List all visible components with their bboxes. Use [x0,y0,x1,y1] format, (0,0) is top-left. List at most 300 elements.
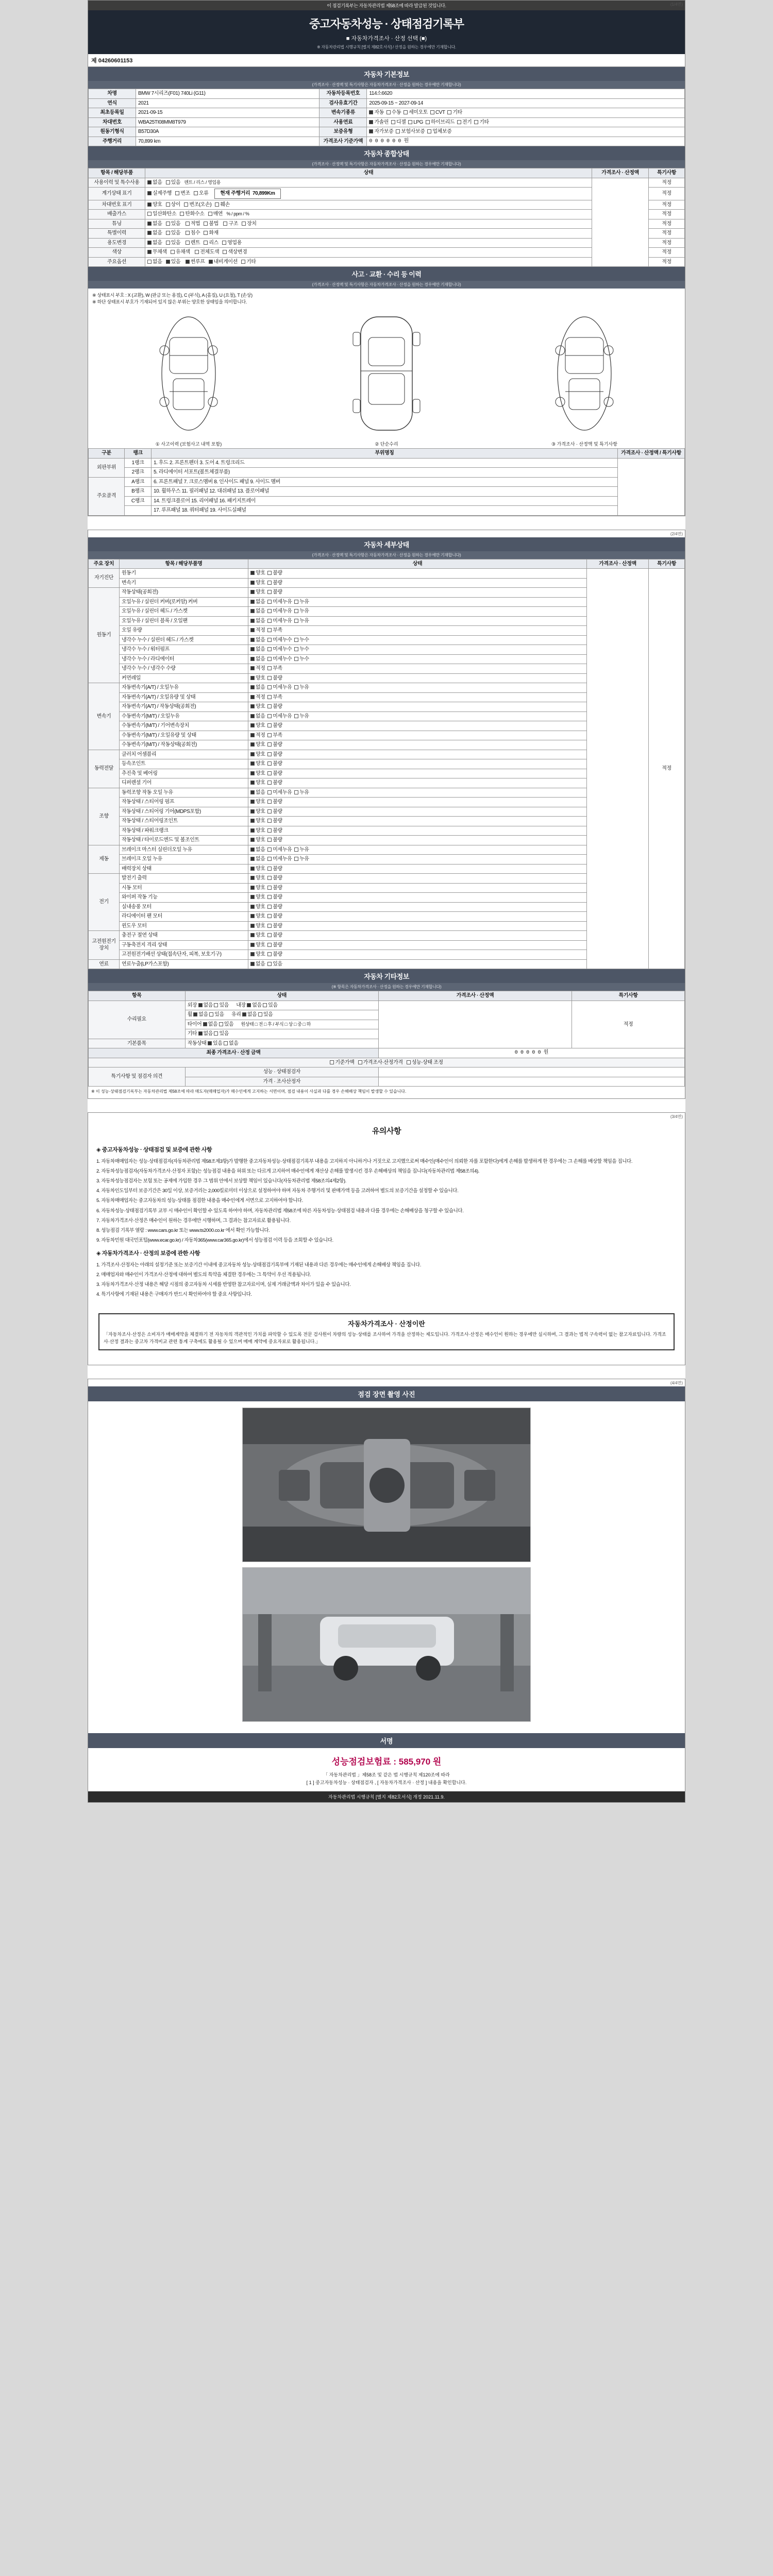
detail-part-name: 충전구 절연 상태 [120,931,248,941]
col-head-etc-item: 항목 [89,991,186,1001]
detail-opt-label: 없음 [256,846,265,853]
checkbox-1-8-0[interactable] [250,666,255,670]
checkbox-2-2-1[interactable] [267,704,272,708]
checkbox-6-5-0[interactable] [250,924,255,928]
checkbox-glass-none[interactable] [242,1012,246,1016]
checkbox-4-5-1[interactable] [267,838,272,842]
checkbox-6-5-1[interactable] [267,924,272,928]
checkbox-1-4-0[interactable] [250,628,255,632]
detail-opt-label: 부족 [273,628,282,633]
checkbox-7-1-1[interactable] [267,943,272,947]
detail-part-state [248,702,587,712]
checkbox-odo-error[interactable] [194,191,198,195]
checkbox-option-none[interactable] [147,260,152,264]
checkbox-option-etc[interactable] [241,260,245,264]
parts-rank-blank [125,506,152,516]
checkbox-special-fire[interactable] [204,231,208,235]
checkbox-tire-none[interactable] [203,1022,207,1026]
detail-opt-label: 불량 [273,761,282,767]
detail-part-state [248,855,587,865]
sheet2-footnote: ※ 이 성능·상태점검기록부는 자동차관리법 제58조에 따라 매도자(매매업자)가 매수인에게 고지하는 서면이며, 점검 내용이 사실과 다를 경우 손해배상 책임이 발생할 수 있습니다. [91,1089,407,1094]
checkbox-interior-none[interactable] [247,1003,251,1007]
overall-remark-5: 적정 [649,229,685,239]
detail-part-name: 자동변속기(A/T) / 작동상태(공회전) [120,702,248,712]
checkbox-exterior-yes[interactable] [214,1003,218,1007]
checkbox-4-4-1[interactable] [267,828,272,833]
signature-footnote-2: [ 1 ] 중고자동차성능 · 상태점검자 , [ 자동차가격조사 · 산정 ] 내용을 확인합니다. [306,1780,467,1785]
checkbox-1-0-0[interactable] [250,590,255,594]
detail-part-name: 오일누유 / 실린더 커버(로커암) 커버 [120,597,248,607]
total-opt-2: 성능·상태 조정 [411,1059,443,1065]
checkbox-8-0-1[interactable] [267,962,272,966]
checkbox-fuel-lpg[interactable] [408,120,412,124]
checkbox-tuning-device[interactable] [242,222,246,226]
checkbox-1-2-1[interactable] [267,609,272,613]
emission-units: % / ppm / % [226,211,249,216]
detail-part-state [248,798,587,807]
checkbox-special-yes[interactable] [166,231,170,235]
checkbox-2-0-0[interactable] [250,685,255,689]
col-head-item: 항목 / 해당부품 [89,168,145,178]
checkbox-option-navigation[interactable] [209,260,213,264]
checkbox-3-0-1[interactable] [267,752,272,756]
checkbox-1-7-0[interactable] [250,657,255,661]
checkbox-1-5-2[interactable] [294,638,298,642]
opt-fuel-5: 기타 [479,119,489,125]
checkbox-other-none[interactable] [198,1031,203,1036]
checkbox-4-3-1[interactable] [267,819,272,823]
checkbox-2-1-0[interactable] [250,695,255,699]
checkbox-change-none[interactable] [147,241,152,245]
checkbox-1-7-2[interactable] [294,657,298,661]
etc-opt-other-1: 있음 [219,1031,229,1037]
opt-chg-1: 있음 [171,240,181,246]
checkbox-transmission-semiauto[interactable] [404,110,408,114]
etc-row-exterior [185,1001,378,1010]
opt-warr-2: 업체보증 [432,129,452,134]
checkbox-5-0-0[interactable] [250,848,255,852]
car-outline-side-right-icon [546,309,623,438]
checkbox-change-yes[interactable] [166,241,170,245]
checkbox-emission-hc[interactable] [180,212,184,216]
detail-part-name: 냉각수 누수 / 라디에이터 [120,654,248,664]
detail-part-name: 구동축전지 격리 상태 [120,940,248,950]
opt-emis-1: 탄화수소 [185,211,205,217]
checkbox-1-1-2[interactable] [294,600,298,604]
detail-part-name: 원동기 [120,569,248,579]
detail-opt-label: 미세누유 [273,846,292,853]
checkbox-5-1-0[interactable] [250,857,255,861]
detail-part-state [248,921,587,931]
checkbox-2-3-0[interactable] [250,714,255,718]
definition-box [98,1313,675,1351]
table-header-row [89,559,685,569]
checkbox-5-2-0[interactable] [250,867,255,871]
detail-opt-label: 양호 [256,894,265,900]
field-label-fuel: 사용연료 [320,117,367,127]
checkbox-6-4-0[interactable] [250,914,255,918]
checkbox-0-1-0[interactable] [250,581,255,585]
detail-opt-label: 누수 [299,656,309,662]
detail-part-state [248,635,587,645]
checkbox-5-2-1[interactable] [267,867,272,871]
detail-opt-label: 미세누유 [273,685,292,690]
checkbox-fuel-etc[interactable] [474,120,478,124]
detail-part-name: 수동변속기(M/T) / 작동상태(공회전) [120,740,248,750]
field-value-engine-type: B57D30A [136,127,320,137]
checkbox-option-yes[interactable] [166,260,170,264]
checkbox-color-chromatic[interactable] [171,250,175,254]
checkbox-4-4-0[interactable] [250,828,255,833]
checkbox-change-lease[interactable] [204,241,208,245]
detail-part-name: 오일누유 / 실린더 블록 / 오일팬 [120,616,248,626]
checkbox-1-2-0[interactable] [250,609,255,613]
checkbox-1-1-0[interactable] [250,600,255,604]
detail-opt-label: 없음 [256,656,265,662]
detail-part-state [248,721,587,731]
checkbox-interior-yes[interactable] [263,1003,267,1007]
detail-part-name: 작동상태 / 스티어링 펌프 [120,798,248,807]
checkbox-warranty-company[interactable] [427,129,431,133]
checkbox-1-1-1[interactable] [267,600,272,604]
checkbox-1-3-2[interactable] [294,619,298,623]
checkbox-0-0-1[interactable] [267,571,272,575]
checkbox-1-0-1[interactable] [267,590,272,594]
parts-price-cell [618,458,685,515]
table-row [89,506,685,516]
opt-fuel-0: 가솔린 [374,119,389,125]
checkbox-3-1-0[interactable] [250,761,255,766]
car-caption-left: ① 사고이력 (보험사고 내역 포함) [155,442,222,447]
inspection-photo-underbody [242,1408,531,1562]
top-note: 이 점검기록부는 자동차관리법 제58조에 따라 발급된 것입니다. [88,1,685,10]
table-row [89,1058,685,1067]
checkbox-7-2-0[interactable] [250,952,255,956]
checkbox-vin-good[interactable] [147,202,152,207]
photo-lift-image [243,1568,531,1722]
checkbox-1-2-2[interactable] [294,609,298,613]
notice-head-1: ◈ 중고자동차성능 · 상태점검 및 보증에 관한 사항 [96,1147,212,1153]
row-state-special-history [145,229,592,239]
etc-opt-wheel-1: 있음 [214,1012,224,1018]
checkbox-tuning-structure[interactable] [223,222,227,226]
checkbox-2-1-1[interactable] [267,695,272,699]
etc-row-other [185,1029,378,1039]
checkbox-3-3-1[interactable] [267,781,272,785]
checkbox-2-6-0[interactable] [250,742,255,747]
checkbox-8-0-0[interactable] [250,962,255,966]
checkbox-3-1-1[interactable] [267,761,272,766]
checkbox-wheel-yes[interactable] [209,1012,213,1016]
detail-opt-label: 양호 [256,580,265,586]
opt-vin-3: 훼손 [220,201,230,208]
checkbox-3-2-1[interactable] [267,771,272,775]
checkbox-odo-tampered[interactable] [175,191,179,195]
detail-part-name: 오일누유 / 실린더 헤드 / 가스켓 [120,607,248,617]
checkbox-2-2-0[interactable] [250,704,255,708]
checkbox-1-5-1[interactable] [267,638,272,642]
checkbox-option-sunroof[interactable] [186,260,190,264]
col-head-parts-price: 가격조사 · 산정액 / 특기사항 [618,449,685,459]
checkbox-tire-yes[interactable] [219,1022,223,1026]
detail-opt-label: 적정 [256,732,265,738]
device-group-4: 조향 [89,788,120,845]
checkbox-warranty-self[interactable] [369,129,373,133]
checkbox-4-0-2[interactable] [294,790,298,794]
checkbox-6-4-1[interactable] [267,914,272,918]
checkbox-6-2-1[interactable] [267,895,272,899]
opt-tune2-0: 적법 [190,221,200,227]
opt-odo-2: 오류 [198,191,209,196]
detail-part-name: 배력장치 상태 [120,864,248,874]
field-label-year: 연식 [89,98,136,108]
overall-remark-1: 적정 [649,188,685,200]
checkbox-1-6-1[interactable] [267,647,272,651]
detail-opt-label: 불량 [273,780,282,786]
field-label-base-price: 가격조사 기준가액 [320,137,367,146]
col-head-etc-state: 상태 [185,991,378,1001]
checkbox-glass-yes[interactable] [258,1012,262,1016]
checkbox-2-5-0[interactable] [250,733,255,737]
field-value-carname: BMW 7시리즈(F01) 740Li (G11) [136,89,320,99]
car-diagram-right [546,309,623,447]
checkbox-change-business[interactable] [222,241,226,245]
col-head-etc-remark: 특기사항 [572,991,685,1001]
checkbox-7-1-0[interactable] [250,943,255,947]
checkbox-tuning-illegal[interactable] [204,222,208,226]
inspection-photo-lift [242,1567,531,1722]
detail-part-state [248,864,587,874]
detail-opt-label: 불량 [273,894,282,900]
document-number-label: 제 [91,58,97,64]
checkbox-6-0-0[interactable] [250,876,255,880]
page-title-note: ※ 자동차관리법 시행규칙 [별지 제82호서식] / 산정을 원하는 경우에만 기재합니다. [317,45,456,49]
checkbox-warranty-insurer[interactable] [396,129,400,133]
opt-tune-0: 없음 [153,221,162,227]
detail-opt-label: 불량 [273,827,282,834]
checkbox-emission-co[interactable] [147,212,152,216]
etc-group-basic-items: 기본품목 [89,1039,186,1048]
checkbox-1-3-0[interactable] [250,619,255,623]
checkbox-2-5-1[interactable] [267,733,272,737]
detail-opt-label: 불량 [273,723,282,728]
checkbox-total-survey[interactable] [358,1060,362,1064]
final-price-label: 최종 가격조사 · 산정 금액 [89,1048,379,1058]
checkbox-2-4-1[interactable] [267,723,272,727]
table-row [89,127,685,137]
checkbox-transmission-manual[interactable] [386,110,391,114]
detail-opt-label: 미세누수 [273,656,292,662]
detail-opt-label: 없음 [256,856,265,862]
checkbox-tuning-none[interactable] [147,222,152,226]
checkbox-6-3-0[interactable] [250,905,255,909]
detail-opt-label: 불량 [273,818,282,824]
checkbox-1-6-2[interactable] [294,647,298,651]
etc-label-interior: 내장 [236,1002,246,1008]
etc-info-table [88,991,685,1087]
checkbox-4-1-1[interactable] [267,800,272,804]
checkbox-tuning-yes[interactable] [166,222,170,226]
detail-part-name: 수동변속기(M/T) / 오일유량 및 상태 [120,731,248,740]
field-value-transmission [367,108,685,118]
etc-label-glass: 유리 [231,1012,241,1018]
checkbox-4-0-0[interactable] [250,790,255,794]
detail-part-state [248,692,587,702]
checkbox-odo-actual[interactable] [147,191,152,195]
detail-opt-label: 불량 [273,875,282,881]
page-subtitle: ■ 자동차가격조사 · 산정 선택 (■) [346,36,427,42]
checkbox-2-0-2[interactable] [294,685,298,689]
checkbox-fuel-gasoline[interactable] [369,120,373,124]
detail-part-name: 라디에이터 팬 모터 [120,912,248,922]
checkbox-5-1-2[interactable] [294,857,298,861]
car-caption-center: ② 단순수리 [375,442,398,447]
checkbox-special-none[interactable] [147,231,152,235]
table-row [89,569,685,579]
opt-tune3-1: 장치 [247,221,257,227]
etc-label-wheel: 휠 [187,1012,192,1018]
checkbox-1-9-1[interactable] [267,676,272,680]
checkbox-fuel-diesel[interactable] [391,120,395,124]
checkbox-1-9-0[interactable] [250,676,255,680]
detail-opt-label: 미세누유 [273,618,292,624]
detail-part-name: 수동변속기(M/T) / 기어변속장치 [120,721,248,731]
checkbox-1-8-1[interactable] [267,666,272,670]
device-group-6: 전기 [89,874,120,931]
checkbox-4-5-0[interactable] [250,838,255,842]
checkbox-1-3-1[interactable] [267,619,272,623]
checkbox-6-0-1[interactable] [267,876,272,880]
checkbox-1-7-1[interactable] [267,657,272,661]
checkbox-special-flood[interactable] [186,231,190,235]
detail-opt-label: 미세누유 [273,789,292,795]
detail-part-state [248,626,587,636]
opt-vin-0: 양호 [153,201,162,208]
checkbox-exterior-none[interactable] [198,1003,203,1007]
checkbox-basic-yes[interactable] [208,1041,212,1045]
checkbox-basic-no[interactable] [224,1041,228,1045]
detail-part-state [248,883,587,893]
detail-opt-label: 없음 [256,713,265,719]
etc-label-basic: 작동상태 [187,1040,207,1046]
checkbox-5-0-1[interactable] [267,848,272,852]
overall-remark-6: 적정 [649,238,685,248]
checkbox-other-yes[interactable] [214,1031,218,1036]
current-mileage-value: 70,899Km [253,191,275,196]
checkbox-total-base[interactable] [330,1060,334,1064]
checkbox-1-4-1[interactable] [267,628,272,632]
checkbox-tuning-legal[interactable] [186,222,190,226]
checkbox-fuel-hybrid[interactable] [426,120,430,124]
notice-item-1-3: 4. 자동차인도일부터 보증기간은 30일 이상, 보증거리는 2,000킬로미터 이상으로 설정하여야 하며 자동차 주행거리 및 판매가액 등을 고려하여 별도의 보증기간을 설정할 수 있습니다. [96,1188,459,1194]
checkbox-1-5-0[interactable] [250,638,255,642]
detail-opt-label: 누유 [299,685,309,690]
detail-opt-label: 있음 [273,961,282,967]
checkbox-5-0-2[interactable] [294,848,298,852]
detail-opt-label: 양호 [256,742,265,748]
checkbox-fuel-electric[interactable] [457,120,461,124]
checkbox-total-adjust[interactable] [407,1060,411,1064]
detail-opt-label: 양호 [256,799,265,805]
field-value-inspection-period: 2025-09-15 ~ 2027-09-14 [367,98,685,108]
detail-part-state [248,664,587,674]
detail-part-name: 윈도우 모터 [120,921,248,931]
checkbox-0-1-1[interactable] [267,581,272,585]
checkbox-6-3-1[interactable] [267,905,272,909]
section-accident-note: (가격조사 · 산정액 및 특기사항은 자동차가격조사 · 산정을 원하는 경우에만 기재합니다) [88,281,685,289]
checkbox-emission-smoke[interactable] [208,212,212,216]
checkbox-3-3-0[interactable] [250,781,255,785]
checkbox-2-3-1[interactable] [267,714,272,718]
checkbox-color-achromatic[interactable] [147,250,152,254]
device-group-2: 변속기 [89,683,120,750]
checkbox-5-1-1[interactable] [267,857,272,861]
checkbox-color-changed[interactable] [223,250,227,254]
usage-note: 렌트 / 리스 / 영업용 [184,179,221,185]
checkbox-color-fullrepaint[interactable] [195,250,199,254]
checkbox-usage-none[interactable] [147,180,152,184]
checkbox-3-0-0[interactable] [250,752,255,756]
opt-opt2-0: 썬루프 [190,259,205,265]
checkbox-usage-yes[interactable] [166,180,170,184]
checkbox-7-0-0[interactable] [250,933,255,937]
checkbox-vin-damaged[interactable] [215,202,219,207]
car-outline-side-left-icon [150,309,227,438]
checkbox-3-2-0[interactable] [250,771,255,775]
checkbox-1-6-0[interactable] [250,647,255,651]
field-label-mileage: 주행거리 [89,137,136,146]
col-head-parts-group: 구분 [89,449,125,459]
detail-opt-label: 미세누수 [273,637,292,643]
checkbox-7-0-1[interactable] [267,933,272,937]
detail-opt-label: 불량 [273,742,282,748]
checkbox-2-6-1[interactable] [267,742,272,747]
detail-opt-label: 양호 [256,751,265,757]
checkbox-2-4-0[interactable] [250,723,255,727]
parts-list-5: 17. 루프패널 18. 쿼터패널 19. 사이드실패널 [152,506,618,516]
checkbox-4-0-1[interactable] [267,790,272,794]
detail-opt-label: 불량 [273,808,282,815]
checkbox-wheel-none[interactable] [193,1012,197,1016]
checkbox-2-0-1[interactable] [267,685,272,689]
checkbox-change-rent[interactable] [186,241,190,245]
checkbox-6-1-1[interactable] [267,886,272,890]
detail-opt-label: 미세누유 [273,608,292,614]
checkbox-transmission-auto[interactable] [369,110,373,114]
parts-rank-1: 1랭크 [125,458,152,468]
detail-opt-label: 누유 [299,713,309,719]
checkbox-vin-diff[interactable] [166,202,170,207]
checkbox-4-3-0[interactable] [250,819,255,823]
checkbox-4-2-0[interactable] [250,809,255,814]
checkbox-4-2-1[interactable] [267,809,272,814]
col-head-part: 항목 / 해당부품명 [120,559,248,569]
detail-opt-label: 불량 [273,837,282,843]
notice-title: 유의사항 [372,1127,401,1136]
checkbox-transmission-cvt[interactable] [430,110,434,114]
checkbox-6-1-0[interactable] [250,886,255,890]
checkbox-0-0-0[interactable] [250,571,255,575]
checkbox-2-3-2[interactable] [294,714,298,718]
checkbox-transmission-etc[interactable] [447,110,451,114]
checkbox-7-2-1[interactable] [267,952,272,956]
checkbox-4-1-0[interactable] [250,800,255,804]
checkbox-vin-altered[interactable] [184,202,188,207]
opt-trans-1: 수동 [391,110,401,115]
opt-chg2-0: 렌트 [190,240,200,246]
checkbox-6-2-0[interactable] [250,895,255,899]
opt-opt2-1: 내비게이션 [213,259,238,265]
